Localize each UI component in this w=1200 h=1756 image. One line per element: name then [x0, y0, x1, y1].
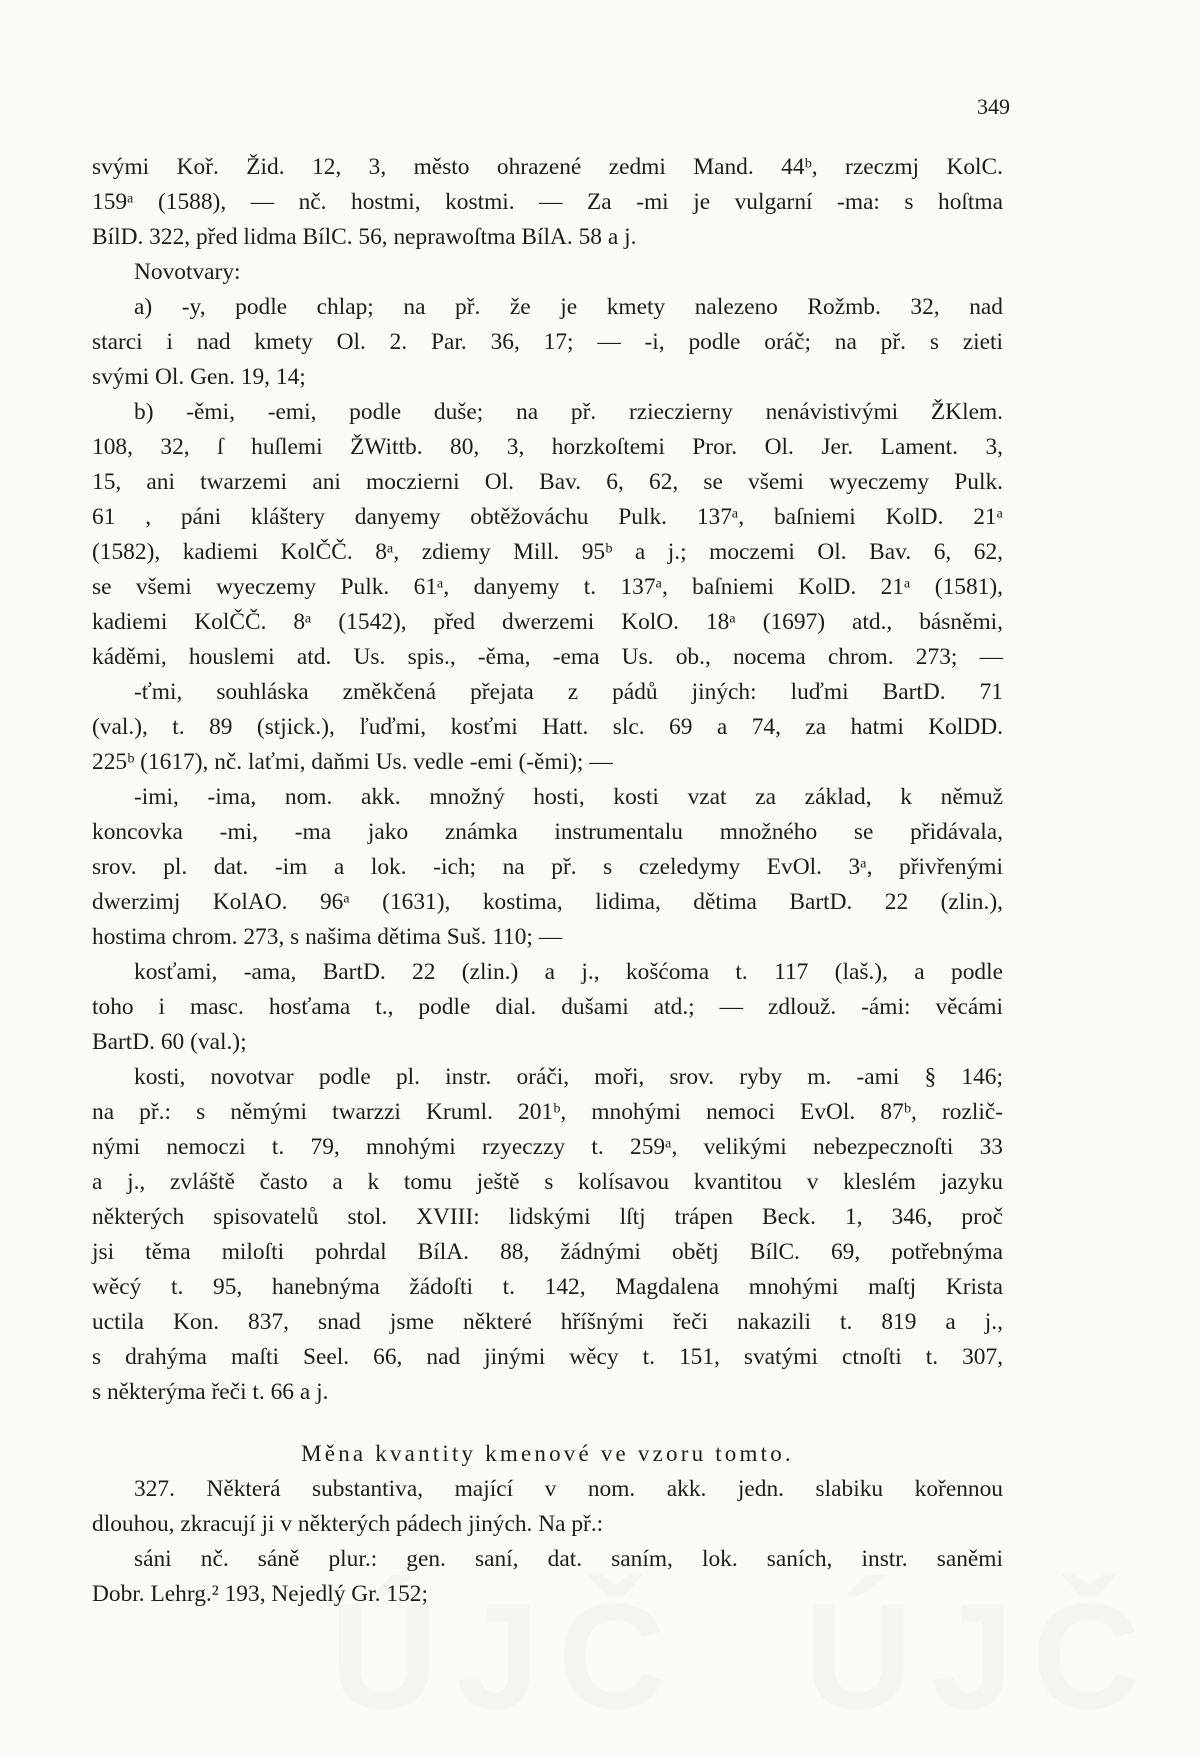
- text-line: uctila Kon. 837, snad jsme některé hříšnými řeči nakazili t. 819 a j.,: [92, 1309, 1003, 1335]
- text-line: BartD. 60 (val.);: [92, 1029, 247, 1055]
- text-line: wěcý t. 95, hanebnýma žádoſti t. 142, Magdalena mnohými maſtj Krista: [92, 1274, 1003, 1300]
- text-line: svými Koř. Žid. 12, 3, město ohrazené zedmi Mand. 44ᵇ, rzeczmj KolC.: [92, 154, 1003, 180]
- text-line: hostima chrom. 273, s našima dětima Suš. 110; —: [92, 924, 563, 950]
- watermark-text: [804, 1572, 1158, 1740]
- text-line: (1582), kadiemi KolČČ. 8ᵃ, zdiemy Mill. 95ᵇ a j.; moczemi Ol. Bav. 6, 62,: [92, 539, 1003, 565]
- text-line: jsi těma miloſti pohrdal BílA. 88, žádnými obětj BílC. 69, potřebnýma: [92, 1239, 1003, 1265]
- text-line: a) -y, podle chlap; na př. že je kmety nalezeno Rožmb. 32, nad: [134, 294, 1003, 320]
- text-line: b) -ěmi, -emi, podle duše; na př. rzieczierny nenávistivými ŽKlem.: [134, 399, 1003, 425]
- text-line: toho i masc. hosťama t., podle dial. dušami atd.; — zdlouž. -ámi: věcámi: [92, 994, 1003, 1020]
- text-line: Dobr. Lehrg.² 193, Nejedlý Gr. 152;: [92, 1581, 428, 1607]
- text-line: dwerzimj KolAO. 96ᵃ (1631), kostima, lidima, dětima BartD. 22 (zlin.),: [92, 889, 1003, 915]
- text-line: dlouhou, zkracují ji v některých pádech jiných. Na př.:: [92, 1511, 604, 1537]
- paragraph-block-1: [92, 150, 1003, 1410]
- text-line: káděmi, houslemi atd. Us. spis., -ěma, -ema Us. ob., nocema chrom. 273; —: [92, 644, 1003, 670]
- text-line: 327. Některá substantiva, mající v nom. akk. jedn. slabiku kořennou: [134, 1476, 1003, 1502]
- text-line: koncovka -mi, -ma jako známka instrumentalu množného se přidávala,: [92, 819, 1003, 845]
- text-line: 108, 32, ſ huſlemi ŽWittb. 80, 3, horzkoſtemi Pror. Ol. Jer. Lament. 3,: [92, 434, 1003, 460]
- text-line: s některýma řeči t. 66 a j.: [92, 1379, 329, 1405]
- text-line: svými Ol. Gen. 19, 14;: [92, 364, 306, 390]
- text-line: Novotvary:: [134, 259, 241, 285]
- watermark-text: [330, 1572, 684, 1740]
- page-number: 349: [977, 94, 1010, 119]
- text-line: -ťmi, souhláska změkčená přejata z pádů jiných: luďmi BartD. 71: [134, 679, 1003, 705]
- text-line: 225ᵇ (1617), nč. laťmi, daňmi Us. vedle -emi (-ěmi); —: [92, 749, 613, 775]
- text-line: s drahýma maſti Seel. 66, nad jinými wěcy t. 151, svatými ctnoſti t. 307,: [92, 1344, 1003, 1370]
- text-line: -imi, -ima, nom. akk. množný hosti, kosti vzat za základ, k němuž: [134, 784, 1003, 810]
- text-line: a j., zvláště často a k tomu ještě s kolísavou kvantitou v kleslém jazyku: [92, 1169, 1003, 1195]
- watermark-logo: [330, 1570, 1200, 1743]
- text-line: nými nemoczi t. 79, mnohými rzyeczzy t. 259ᵃ, velikými nebezpecznoſti 33: [92, 1134, 1003, 1160]
- text-line: (val.), t. 89 (stjick.), ľuďmi, kosťmi Hatt. slc. 69 a 74, za hatmi KolDD.: [92, 714, 1003, 740]
- text-line: 159ᵃ (1588), — nč. hostmi, kostmi. — Za -mi je vulgarní -ma: s hoſtma: [92, 189, 1003, 215]
- text-line: kosťami, -ama, BartD. 22 (zlin.) a j., košćoma t. 117 (laš.), a podle: [134, 959, 1003, 985]
- text-line: na př.: s němými twarzzi Kruml. 201ᵇ, mnohými nemoci EvOl. 87ᵇ, rozlič-: [92, 1099, 1003, 1125]
- text-line: 15, ani twarzemi ani moczierni Ol. Bav. 6, 62, se všemi wyeczemy Pulk.: [92, 469, 1003, 495]
- text-line: se všemi wyeczemy Pulk. 61ᵃ, danyemy t. 137ᵃ, baſniemi KolD. 21ᵃ (1581),: [92, 574, 1003, 600]
- text-line: starci i nad kmety Ol. 2. Par. 36, 17; — -i, podle oráč; na př. s zieti: [92, 329, 1003, 355]
- text-line: 61 , páni kláštery danyemy obtěžováchu Pulk. 137ᵃ, baſniemi KolD. 21ᵃ: [92, 504, 1003, 530]
- text-line: sáni nč. sáně plur.: gen. saní, dat. saním, lok. saních, instr. saněmi: [134, 1546, 1003, 1572]
- text-line: některých spisovatelů stol. XVIII: lidskými lſtj trápen Beck. 1, 346, proč: [92, 1204, 1003, 1230]
- text-line: kosti, novotvar podle pl. instr. oráči, moři, srov. ryby m. -ami § 146;: [134, 1064, 1003, 1090]
- text-line: BílD. 322, před lidma BílC. 56, neprawoſtma BílA. 58 a j.: [92, 224, 637, 250]
- body-text: [92, 150, 1003, 1612]
- text-line: kadiemi KolČČ. 8ᵃ (1542), před dwerzemi KolO. 18ᵃ (1697) atd., básněmi,: [92, 609, 1003, 635]
- section-heading: Měna kvantity kmenové ve vzoru tomto.: [301, 1441, 794, 1466]
- text-line: srov. pl. dat. -im a lok. -ich; na př. s czeledymy EvOl. 3ᵃ, přivřenými: [92, 854, 1003, 880]
